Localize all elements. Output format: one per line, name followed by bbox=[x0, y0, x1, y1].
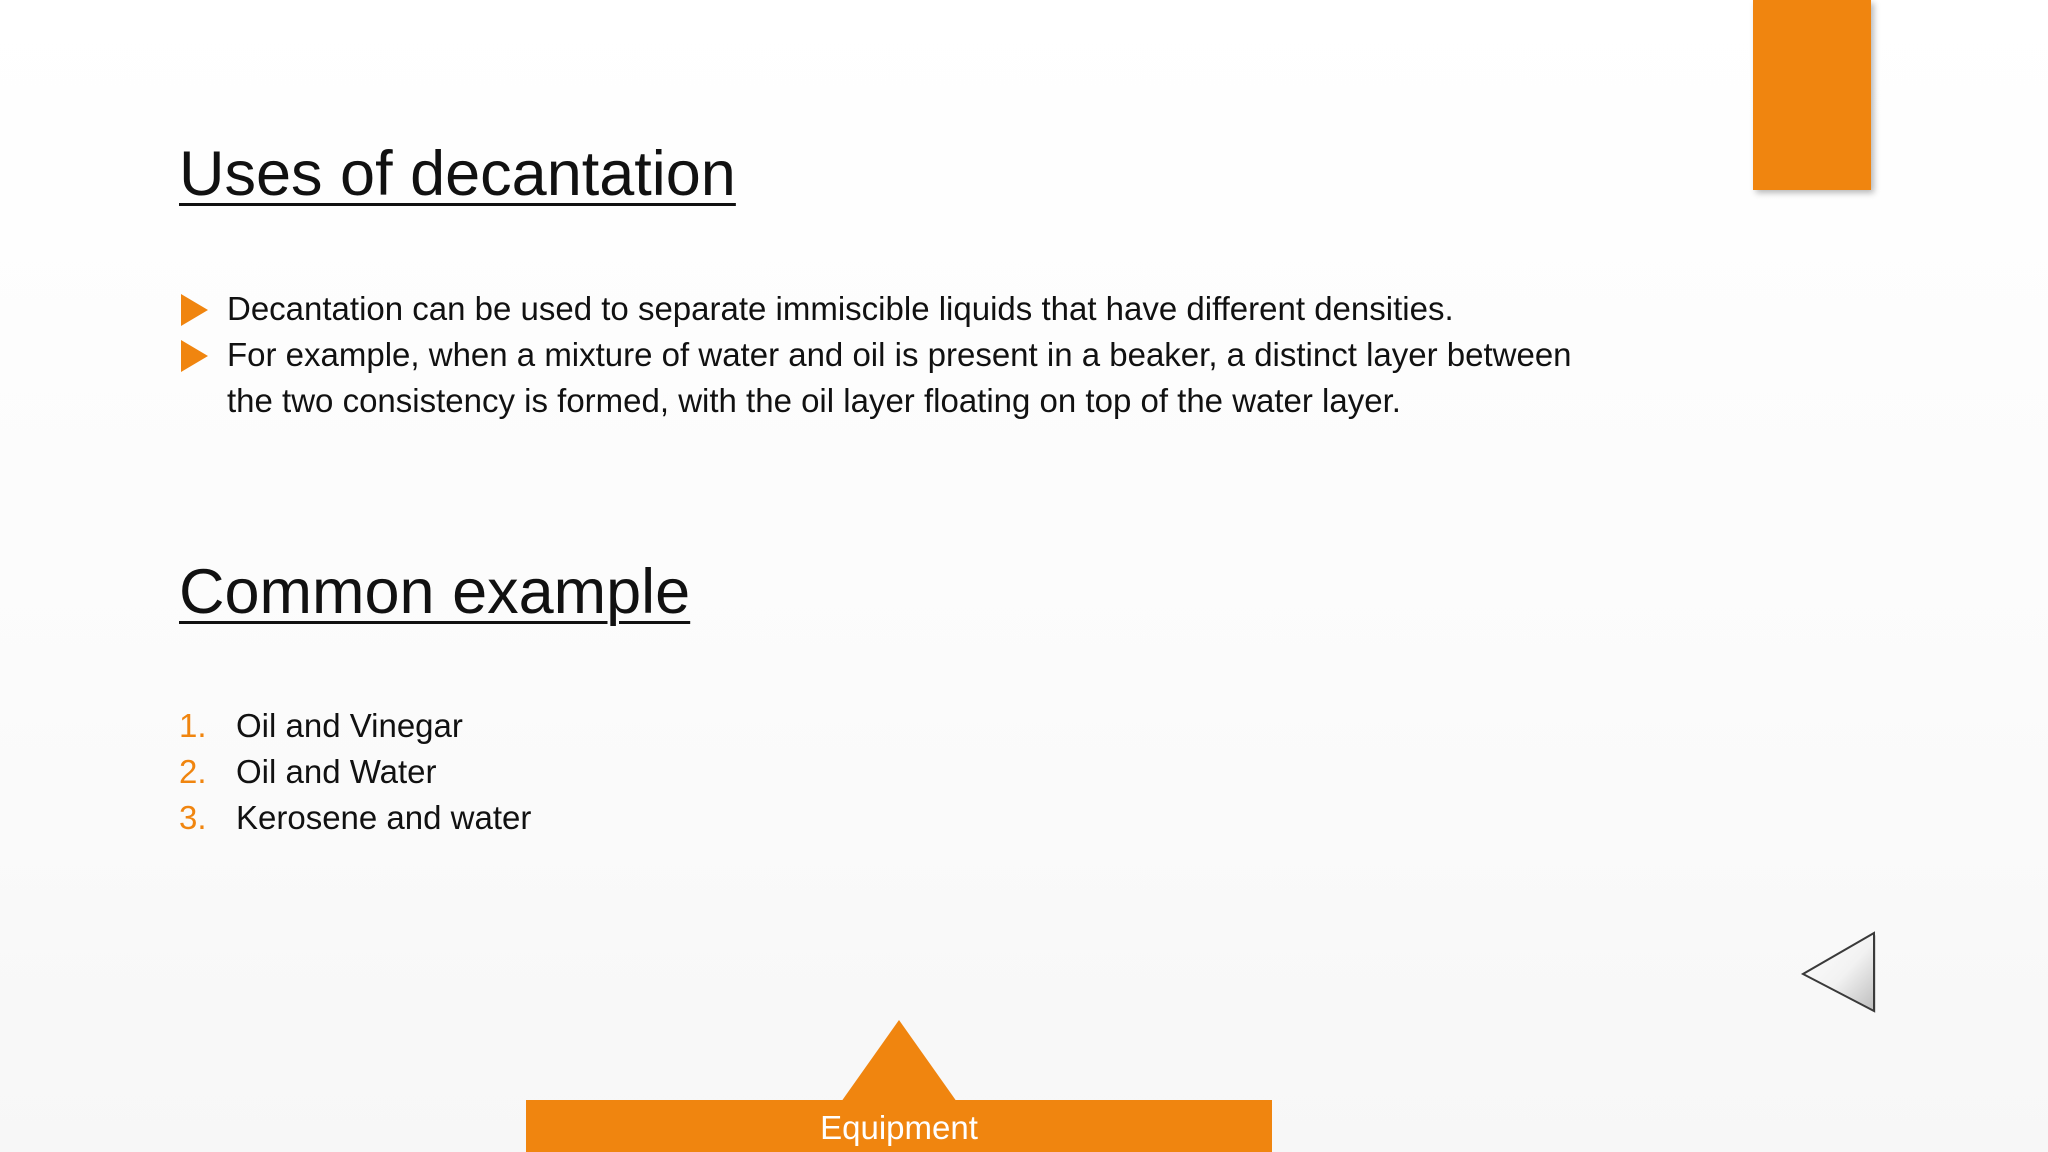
example-item bbox=[179, 749, 531, 795]
example-number: 1. bbox=[179, 707, 207, 744]
bullet-text: Decantation can be used to separate immiscible liquids that have different densities. bbox=[227, 290, 1454, 327]
bullet-item bbox=[179, 286, 1599, 332]
examples-list bbox=[179, 703, 531, 841]
bullet-text: For example, when a mixture of water and oil is present in a beaker, a distinct layer between the two consistency is formed, with the oil layer floating on top of the water layer. bbox=[227, 336, 1572, 419]
corner-accent-tab bbox=[1753, 0, 1871, 190]
example-number: 2. bbox=[179, 753, 207, 790]
bullet-item bbox=[179, 332, 1599, 424]
example-text: Oil and Vinegar bbox=[236, 707, 463, 744]
common-example-heading: Common example bbox=[179, 557, 691, 627]
example-item bbox=[179, 703, 531, 749]
example-text: Oil and Water bbox=[236, 753, 437, 790]
triangle-bullet-icon bbox=[181, 340, 208, 372]
equipment-tab-label: Equipment bbox=[820, 1109, 978, 1146]
triangle-bullet-icon bbox=[181, 294, 208, 326]
equipment-tab[interactable] bbox=[526, 1020, 1272, 1152]
back-button[interactable] bbox=[1798, 930, 1878, 1014]
example-number: 3. bbox=[179, 799, 207, 836]
example-text: Kerosene and water bbox=[236, 799, 532, 836]
up-triangle-icon bbox=[841, 1020, 957, 1102]
back-arrow-icon bbox=[1798, 930, 1878, 1014]
uses-heading: Uses of decantation bbox=[179, 139, 736, 209]
example-item bbox=[179, 795, 531, 841]
uses-bullet-list bbox=[179, 286, 1599, 424]
